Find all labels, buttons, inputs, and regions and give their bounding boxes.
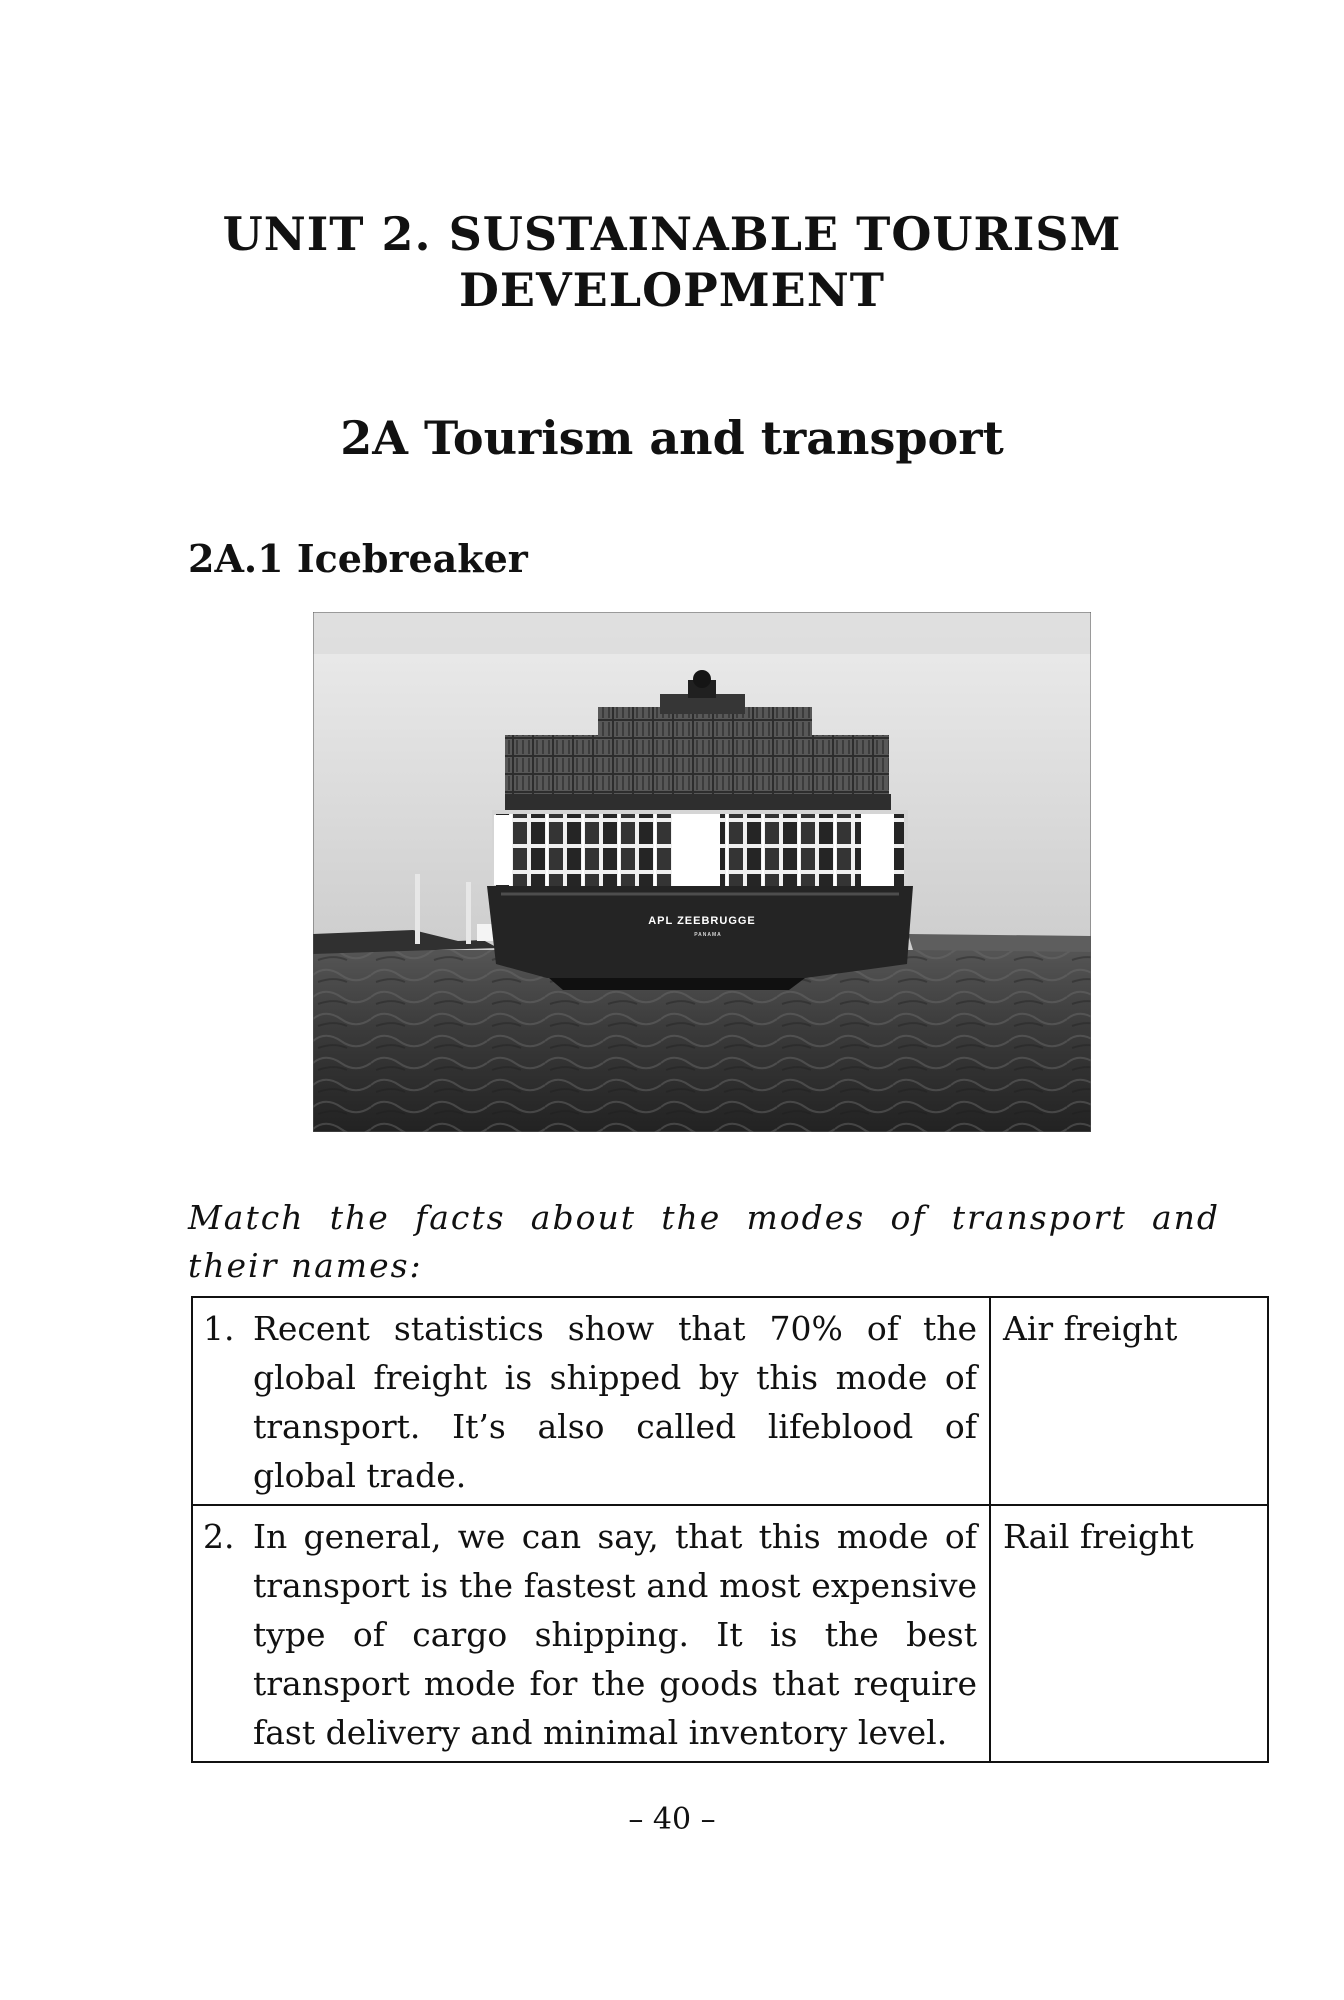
exercise-instruction: Match the facts about the modes of transport and their names: — [188, 1198, 1220, 1285]
transport-mode-cell: Rail freight — [990, 1505, 1268, 1762]
container-ship-photo — [313, 612, 1091, 1132]
section-title: 2A Tourism and transport — [340, 411, 1004, 465]
matching-table — [191, 1296, 1269, 1763]
fact-number: 1. — [203, 1309, 235, 1348]
unit-title-line-1: UNIT 2. SUSTAINABLE TOURISM — [222, 207, 1122, 261]
fact-cell — [192, 1297, 990, 1505]
fact-text: Recent statistics show that 70% of the global freight is shipped by this mode of transport. It’s also called lifeblood of global trade. — [253, 1309, 977, 1495]
unit-title-line-2: DEVELOPMENT — [459, 263, 885, 317]
page-number: – 40 – — [628, 1802, 716, 1837]
table-row — [192, 1505, 1268, 1762]
transport-mode-cell: Air freight — [990, 1297, 1268, 1505]
fact-cell — [192, 1505, 990, 1762]
container-ship-image — [313, 612, 1091, 1132]
ship-name-label: APL ZEEBRUGGE — [648, 915, 756, 927]
fact-text: In general, we can say, that this mode of transport is the fastest and most expensive type of cargo shipping. It is the best transport mode for the goods that require fast delivery and minimal inventory level. — [253, 1517, 977, 1752]
table-row — [192, 1297, 1268, 1505]
subsection-title: 2A.1 Icebreaker — [188, 536, 528, 581]
ship-port-label: PANAMA — [694, 932, 722, 938]
fact-item — [203, 1304, 977, 1500]
unit-title — [0, 206, 1344, 318]
fact-item — [203, 1512, 977, 1757]
fact-number: 2. — [203, 1517, 235, 1556]
